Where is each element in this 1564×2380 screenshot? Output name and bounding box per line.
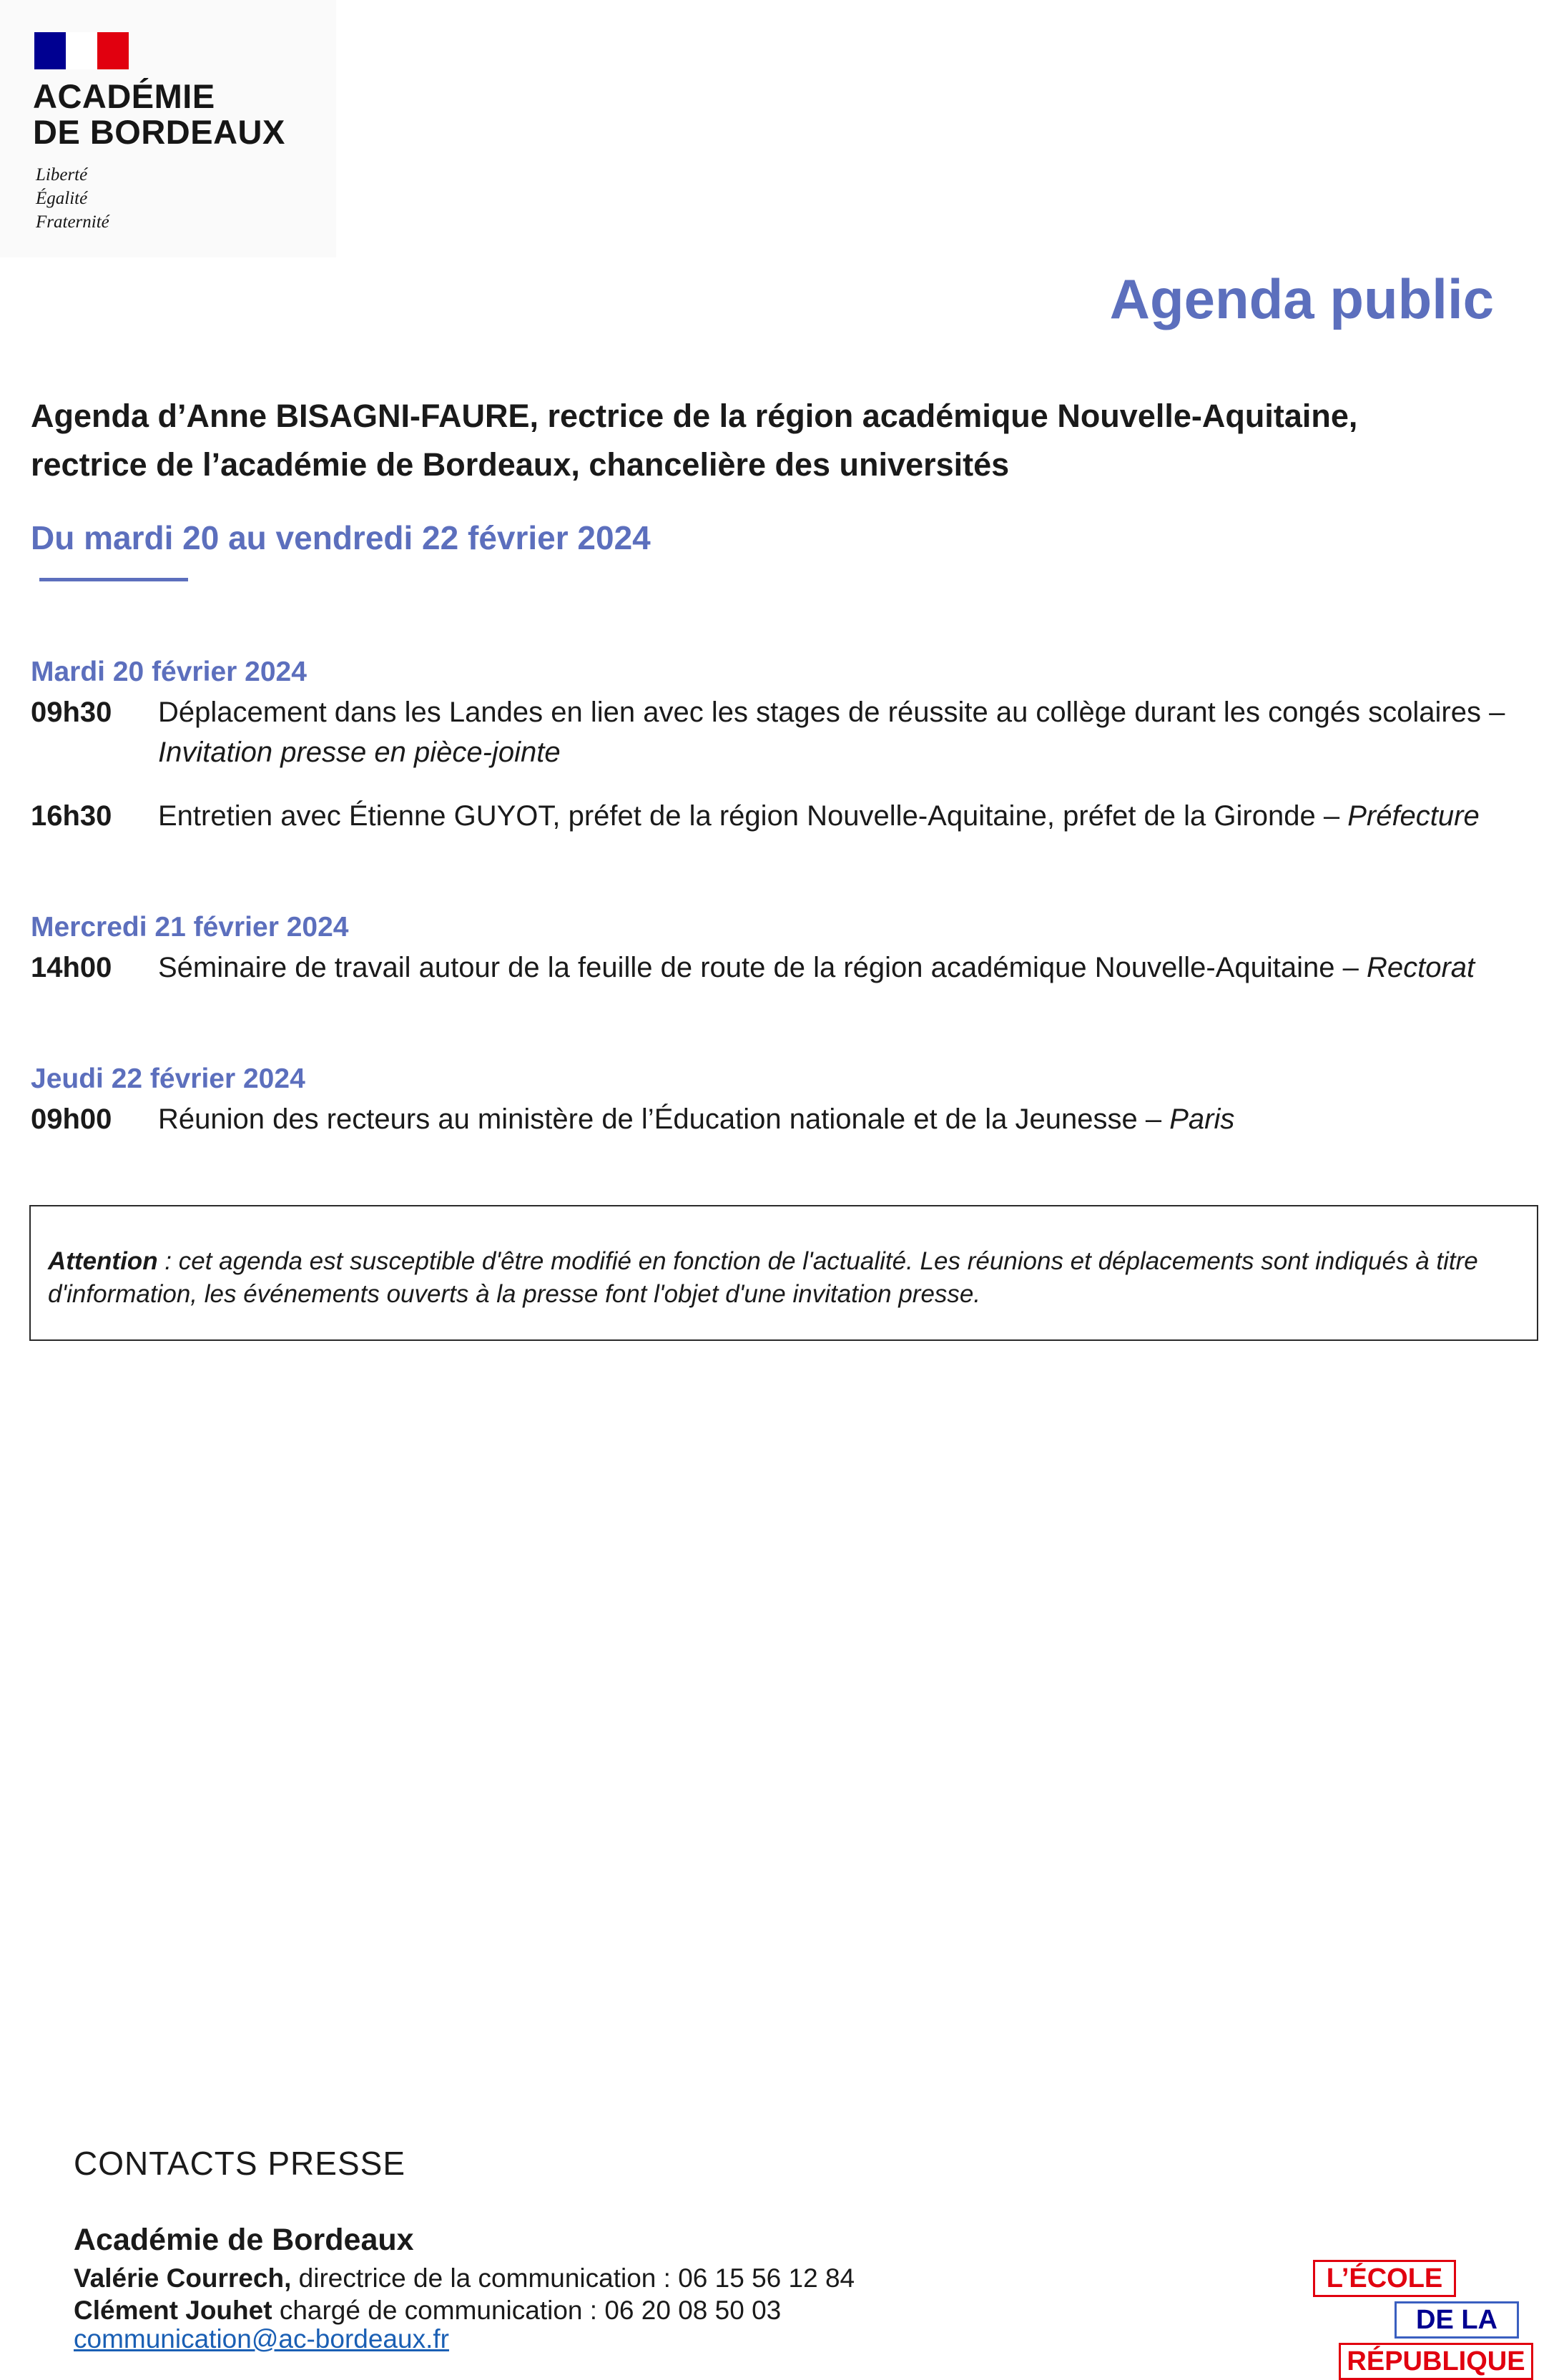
event-place: Préfecture <box>1347 800 1480 832</box>
event-place: Rectorat <box>1366 952 1475 983</box>
contacts-heading: CONTACTS PRESSE <box>74 2145 405 2182</box>
event-description <box>158 796 1517 836</box>
agenda-period: Du mardi 20 au vendredi 22 février 2024 <box>31 519 651 556</box>
event-text: Séminaire de travail autour de la feuille de route de la région académique Nouvelle-Aquitaine – <box>158 952 1367 983</box>
page-title: Agenda public <box>1109 267 1494 330</box>
agenda-heading: Agenda d’Anne BISAGNI-FAURE, rectrice de la région académique Nouvelle-Aquitaine, rectrice de l’académie de Bordeaux, chancelière des universités <box>31 398 1358 483</box>
republic-motto <box>36 163 109 234</box>
contacts-organization: Académie de Bordeaux <box>74 2223 414 2257</box>
event-text: Déplacement dans les Landes en lien avec les stages de réussite au collège durant les congés scolaires – <box>158 697 1505 728</box>
event-time: 14h00 <box>31 952 112 983</box>
contact-email-link[interactable]: communication@ac-bordeaux.fr <box>74 2324 449 2354</box>
event-place: Paris <box>1169 1103 1235 1135</box>
contact-role: directrice de la communication : 06 15 56 12 84 <box>291 2263 855 2293</box>
contact-name: Valérie Courrech, <box>74 2263 292 2293</box>
contact-person <box>74 2296 781 2326</box>
event-time: 09h30 <box>31 697 112 728</box>
event-place: Invitation presse en pièce-jointe <box>158 737 561 768</box>
ecole-logo-line-1: L’ÉCOLE <box>1313 2260 1456 2297</box>
event-description <box>158 1099 1517 1139</box>
event-time: 09h00 <box>31 1103 112 1135</box>
title-divider <box>39 578 188 581</box>
event-description <box>158 948 1517 988</box>
contact-role: chargé de communication : 06 20 08 50 03 <box>272 2296 782 2325</box>
event-text: Réunion des recteurs au ministère de l’Éducation nationale et de la Jeunesse – <box>158 1103 1170 1135</box>
event-time: 16h30 <box>31 800 112 832</box>
day-heading-thursday: Jeudi 22 février 2024 <box>31 1063 305 1094</box>
event-description <box>158 692 1517 772</box>
contact-name: Clément Jouhet <box>74 2296 272 2325</box>
notice-label: Attention <box>48 1247 158 1275</box>
logo-line-1: ACADÉMIE <box>33 77 215 115</box>
day-heading-wednesday: Mercredi 21 février 2024 <box>31 912 349 943</box>
logo-title <box>33 79 285 150</box>
event-text: Entretien avec Étienne GUYOT, préfet de la région Nouvelle-Aquitaine, préfet de la Gironde – <box>158 800 1348 832</box>
motto-fraternite: Fraternité <box>36 212 109 232</box>
notice-box <box>29 1205 1538 1341</box>
french-flag-icon <box>34 32 129 69</box>
ecole-logo-line-3: RÉPUBLIQUE <box>1339 2343 1533 2380</box>
academie-logo <box>0 0 336 257</box>
logo-line-2: DE BORDEAUX <box>33 113 285 151</box>
ecole-logo-line-2: DE LA <box>1395 2301 1519 2339</box>
ecole-republique-logo <box>1287 2260 1545 2380</box>
motto-liberte: Liberté <box>36 165 88 185</box>
day-heading-tuesday: Mardi 20 février 2024 <box>31 657 307 687</box>
contact-person <box>74 2263 855 2293</box>
motto-egalite: Égalité <box>36 189 88 208</box>
notice-text: : cet agenda est susceptible d'être modifié en fonction de l'actualité. Les réunions et déplacements sont indiqués à titre d'information, les événements ouverts à la presse font l'objet d'une invitation presse. <box>48 1247 1478 1308</box>
